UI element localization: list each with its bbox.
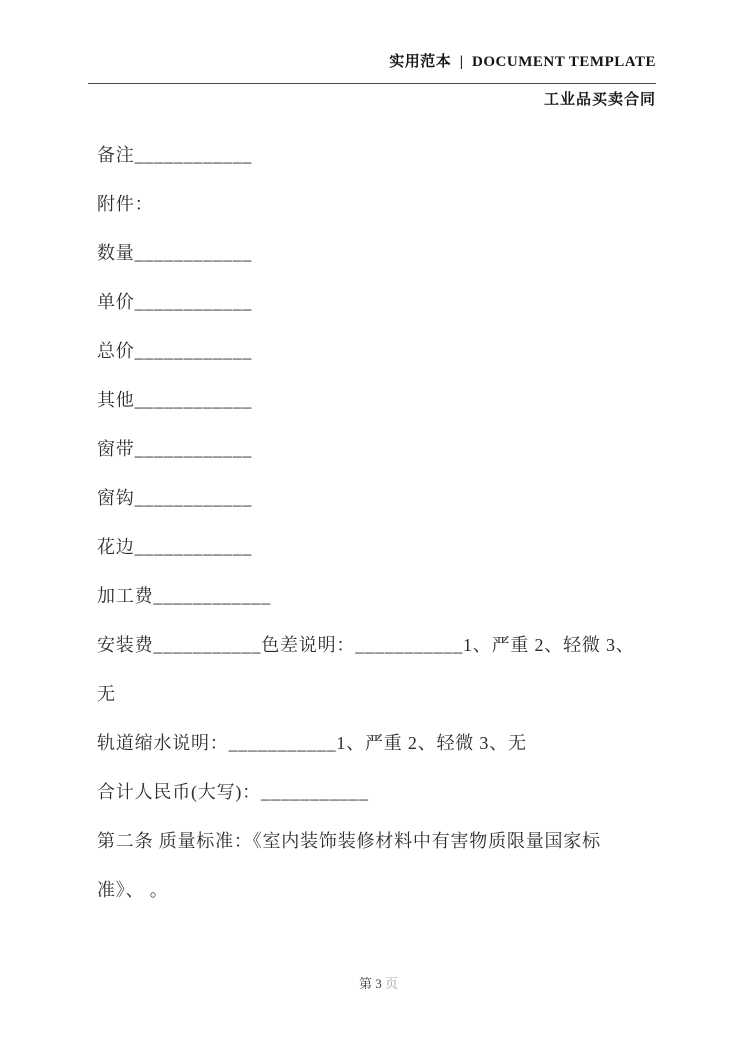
contract-line: 轨道缩水说明：___________1、严重 2、轻微 3、无: [97, 733, 527, 753]
page-footer: [0, 957, 744, 1008]
contract-line: 第二条 质量标准：《室内装饰装修材料中有害物质限量国家标: [97, 831, 601, 851]
header-brand: 实用范本 | DOCUMENT TEMPLATE: [389, 54, 656, 70]
contract-line: 花边____________: [97, 537, 253, 557]
contract-line: 其他____________: [97, 390, 253, 410]
contract-line: 总价____________: [97, 341, 253, 361]
document-title: 工业品买卖合同: [543, 92, 656, 108]
contract-line: 数量____________: [97, 243, 253, 263]
document-header: [88, 50, 656, 109]
contract-line: 准》、 。: [97, 880, 169, 900]
contract-line: 合计人民币(大写)：___________: [97, 782, 369, 802]
page-number: 第 3: [358, 976, 385, 991]
contract-line: 附件：: [97, 194, 154, 214]
page-number-suffix: 页: [385, 976, 399, 991]
contract-line: 窗钩____________: [97, 488, 253, 508]
contract-line: 加工费____________: [97, 586, 271, 606]
contract-line: 无: [97, 684, 116, 704]
contract-line: 备注____________: [97, 145, 253, 165]
contract-line: 窗带____________: [97, 439, 253, 459]
contract-line: 安装费___________色差说明：___________1、严重 2、轻微 3、: [97, 635, 635, 655]
contract-body: [97, 131, 674, 915]
contract-line: 单价____________: [97, 292, 253, 312]
